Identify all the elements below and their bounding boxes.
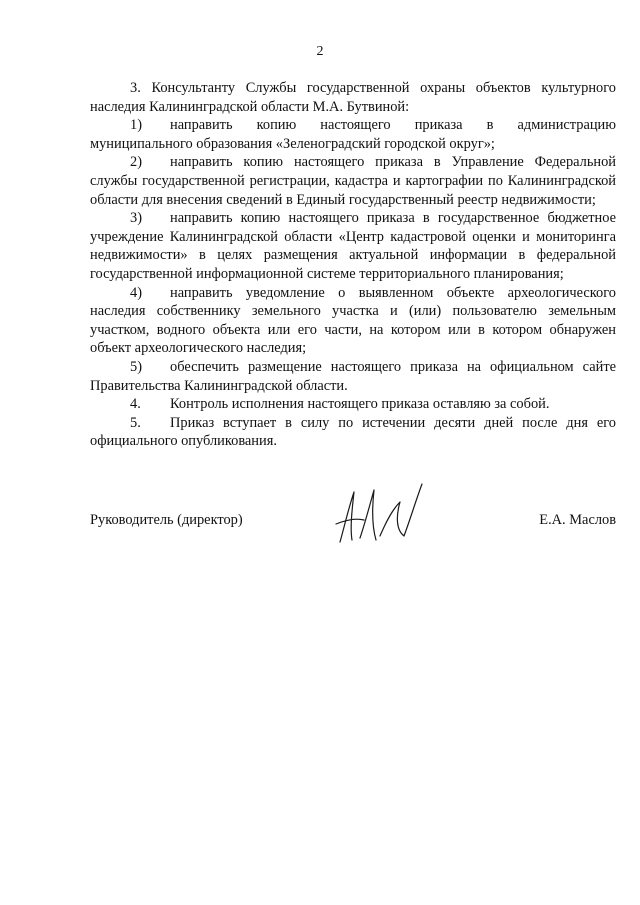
item-number: 2): [130, 154, 142, 171]
item-text: обеспечить размещение настоящего приказа на официальном сайте Правительства Калининградской области.: [90, 358, 616, 394]
item-text: направить копию настоящего приказа в Управление Федеральной службы государственной регистрации, кадастра и картографии по Калининградской области для внесения сведений в Единый государственный реестр недвижимости;: [90, 154, 616, 208]
page-number: 2: [316, 44, 324, 59]
clause-paragraph: [90, 414, 616, 451]
clause-number: 4.: [130, 396, 141, 413]
list-item: [90, 284, 616, 358]
item-number: 1): [130, 117, 142, 134]
item-number: 3): [130, 210, 142, 227]
intro-paragraph: 3. Консультанту Службы государственной охраны объектов культурного наследия Калининградской области М.А. Бутвиной:: [90, 80, 616, 115]
list-item: [90, 358, 616, 395]
clause-number: 5.: [130, 414, 141, 431]
signatory-title: Руководитель (директор): [90, 512, 243, 528]
document-body: [90, 79, 616, 451]
list-item: [90, 116, 616, 153]
list-item: [90, 209, 616, 283]
item-number: 4): [130, 284, 142, 301]
list-item: [90, 153, 616, 209]
clause-paragraph: [90, 395, 616, 414]
signature-block: [90, 512, 616, 540]
clause-text: Приказ вступает в силу по истечении десяти дней после дня его официального опубликования.: [90, 414, 616, 450]
item-text: направить копию настоящего приказа в администрацию муниципального образования «Зеленоградский городской округ»;: [90, 117, 616, 152]
item-text: направить копию настоящего приказа в государственное бюджетное учреждение Калининградской области «Центр кадастровой оценки и мониторинга недвижимости» в целях размещения актуальной информации в федеральной государственной информационной системе территориального планирования;: [90, 210, 616, 282]
item-text: направить уведомление о выявленном объекте археологического наследия собственнику земельного участка и (или) пользователю земельным участком, водного объекта или его части, на котором или в котором обнаружен объект археологического наследия;: [90, 284, 616, 357]
signatory-name: Е.А. Маслов: [539, 512, 616, 528]
clause-text: Контроль исполнения настоящего приказа оставляю за собой.: [170, 396, 550, 413]
item-number: 5): [130, 358, 142, 375]
